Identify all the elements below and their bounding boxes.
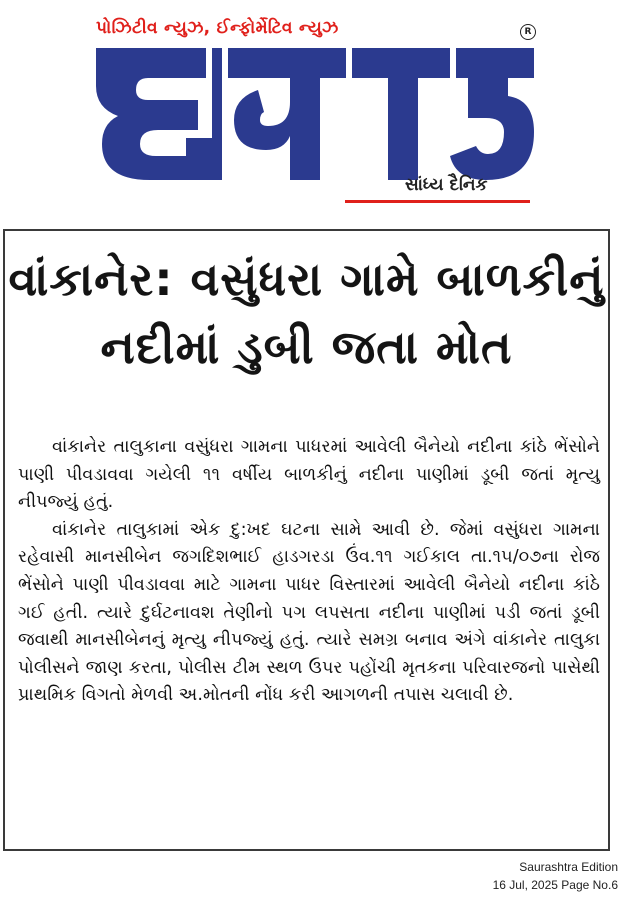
masthead-tagline: પોઝિટીવ ન્યુઝ, ઈન્ફોર્મેટિવ ન્યુઝ (96, 18, 339, 38)
brand-underline (345, 200, 530, 203)
footer-date-page: 16 Jul, 2025 Page No.6 (492, 878, 618, 892)
article-headline (5, 245, 608, 381)
article-body (18, 434, 600, 710)
brand-logo (88, 38, 538, 183)
brand-logo-letters (96, 48, 534, 180)
registered-trademark-icon: R (520, 24, 536, 40)
article-box (3, 229, 610, 851)
masthead (0, 0, 628, 215)
edition-tag: સાંધ્ય દૈનિક (405, 175, 488, 195)
article-paragraph-2: વાંકાનેર તાલુકામાં એક દુ:ખદ ઘટના સામે આવી છે. જેમાં વસુંધરા ગામના રહેવાસી માનસીબેન જગદિશભાઈ હાડગરડા ઉંવ.૧૧ ગઈકાલ તા.૧૫/૦૭ના રોજ ભેંસોને પાણી પીવડાવવા માટે ગામના પાધર વિસ્તારમાં આવેલી બૈનેયો નદીના કાંઠે ગઈ હતી. ત્યારે દુર્ઘટનાવશ તેણીનો પગ લપસતા નદીના પાણીમાં પડી જતાં ડૂબી જવાથી માનસીબેનનું મૃત્યુ નીપજ્યું હતું. ત્યારે સમગ્ર બનાવ અંગે વાંકાનેર તાલુકા પોલીસને જાણ કરતા, પોલીસ ટીમ સ્થળ ઉપર પહોંચી મૃતકના પરિવારજનો પાસેથી પ્રાથમિક વિગતો મેળવી અ.મોતની નોંધ કરી આગળની તપાસ ચલાવી છે. (18, 519, 600, 706)
article-paragraph-1: વાંકાનેર તાલુકાના વસુંધરા ગામના પાધરમાં આવેલી બૈનેયો નદીના કાંઠે ભેંસોને પાણી પીવડાવવા ગયેલી ૧૧ વર્ષીય બાળકીનું નદીના પાણીમાં ડૂબી જતાં મૃત્યુ નીપજ્યું હતું. (18, 437, 600, 513)
headline-line-2: નદીમાં ડુબી જતા મોત (100, 320, 513, 374)
footer-edition: Saurashtra Edition (519, 860, 618, 874)
headline-line-1: વાંકાનેર: વસુંધરા ગામે બાળકીનું (8, 252, 605, 306)
